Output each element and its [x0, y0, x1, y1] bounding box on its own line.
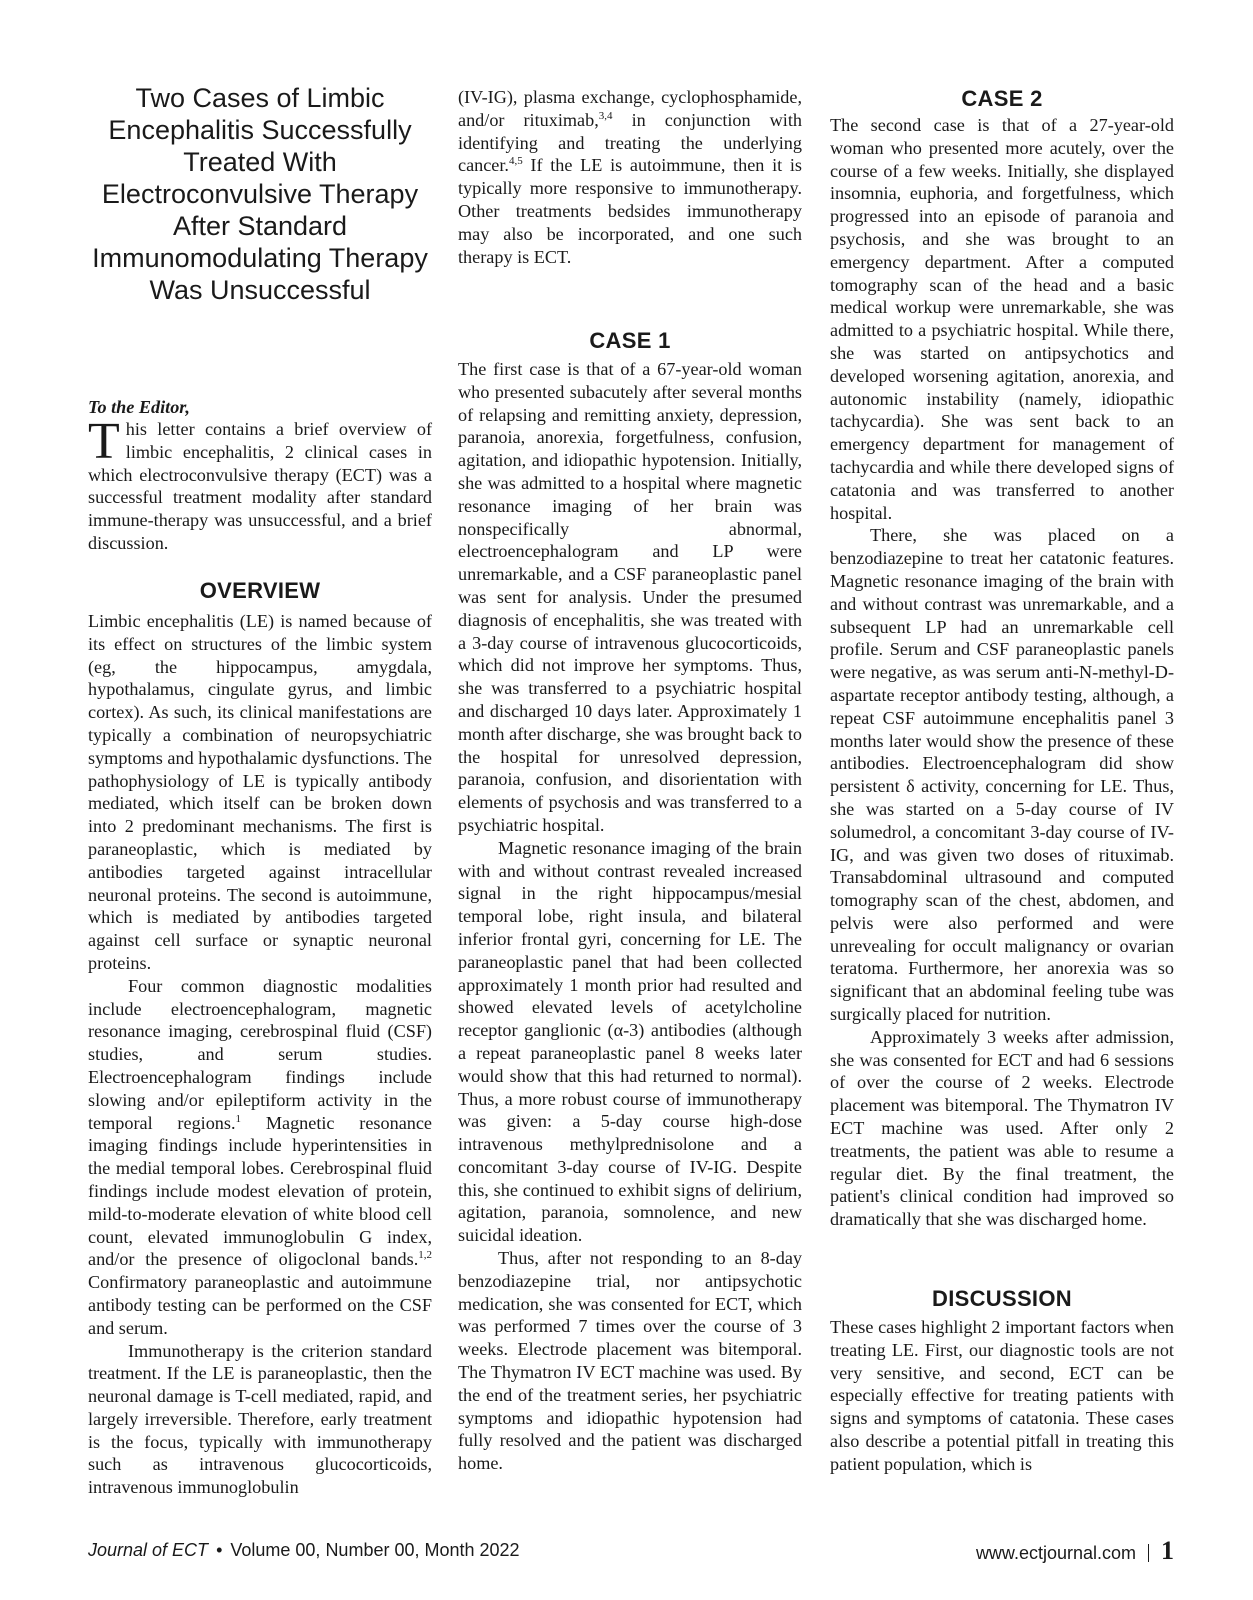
overview-paragraph-1: Limbic encephalitis (LE) is named because of its effect on structures of the limbic system (eg, the hippocampus, amygdala, hypothalamus, cingulate gyrus, and limbic cortex). As such, its clinical manifestations are typically a combination of neuropsychiatric symptoms and hypothalamic dysfunctions. The pathophysiology of LE is typically antibody mediated, which itself can be broken down into 2 predominant mechanisms. The first is paraneoplastic, which is mediated by antibodies targeted against intracellular neuronal proteins. The second is autoimmune, which is mediated by antibodies targeted against cell surface or synaptic neuronal proteins. — [88, 611, 432, 973]
overview-p2-text: Four common diagnostic modalities include electroencephalogram, magnetic resonance imaging, cerebrospinal fluid (CSF) studies, and serum studies. Electroencephalogram findings include slowing and/or epileptiform activity in the temporal regions. — [88, 975, 432, 1133]
case1-heading: CASE 1 — [589, 328, 671, 353]
citation: 4,5 — [508, 155, 523, 168]
title-line: Treated With — [183, 147, 337, 177]
overview-p3-cont-text: (IV-IG), plasma exchange, cyclophosphamide, and/or rituximab, — [458, 87, 802, 130]
overview-paragraph-2 — [88, 975, 432, 1340]
overview-body — [88, 610, 432, 1499]
title-line: Encephalitis Successfully — [108, 115, 412, 145]
case2-body — [830, 114, 1174, 1231]
discussion-heading: DISCUSSION — [932, 1286, 1072, 1311]
case1-body — [458, 358, 802, 1475]
overview-p3-cont-text: If the LE is autoimmune, then it is typically more responsive to immunotherapy. Other treatments bedsides immunotherapy may also be incorporated, and one such therapy is ECT. — [458, 155, 802, 267]
case2-paragraph-1: The second case is that of a 27-year-old woman who presented more acutely, over the course of a few weeks. Initially, she displayed insomnia, euphoria, and forgetfulness, which progressed into an episode of paranoia and psychosis, and she was brought to an emergency department. After a computed tomography scan of the head and a basic medical workup were unremarkable, she was admitted to a psychiatric hospital. While there, she was started on antipsychotics and developed worsening agitation, anorexia, and autonomic instability (namely, idiopathic tachycardia). She was sent back to an emergency department for management of tachycardia and while there developed signs of catatonia and was transferred to another hospital. — [830, 115, 1174, 523]
discussion-paragraph-1: These cases highlight 2 important factors when treating LE. First, our diagnostic tools are not very sensitive, and second, ECT can be especially effective for treating patients with signs and symptoms of catatonia. These cases also describe a potential pitfall in treating this patient population, which is — [830, 1317, 1174, 1474]
case2-paragraph-2: There, she was placed on a benzodiazepine to treat her catatonic features. Magnetic resonance imaging of the brain with and without contrast was unremarkable, and a subsequent LP had an unremarkable cell profile. Serum and CSF paraneoplastic panels were negative, as was serum anti-N-methyl-D-aspartate receptor antibody testing, although, a repeat CSF autoimmune encephalitis panel 3 months later would show the presence of these antibodies. Electroencephalogram did show persistent δ activity, concerning for LE. Thus, she was started on a 5-day course of IV solumedrol, a concomitant 3-day course of IV-IG, and was given two doses of rituximab. Transabdominal ultrasound and computed tomography scan of the chest, abdomen, and pelvis were also performed and were unrevealing for occult malignancy or ovarian teratoma. Furthermore, her anorexia was so significant that an abdominal feeling tube was surgically placed for nutrition. — [830, 525, 1174, 1025]
title-line: Two Cases of Limbic — [135, 83, 385, 113]
case1-paragraph-3: Thus, after not responding to an 8-day benzodiazepine trial, nor antipsychotic medication, she was consented for ECT, which was performed 7 times over the course of 3 weeks. Electrode placement was bitemporal. The Thymatron IV ECT machine was used. By the end of the treatment series, her psychiatric symptoms and idiopathic hypotension had fully resolved and the patient was discharged home. — [458, 1248, 802, 1474]
salutation: To the Editor, — [88, 397, 190, 417]
footer-divider — [1148, 1544, 1149, 1562]
citation: 1 — [235, 1112, 242, 1125]
title-line: Immunomodulating Therapy — [92, 243, 428, 273]
overview-paragraph-3-continued — [458, 86, 802, 268]
intro-paragraph — [88, 413, 432, 555]
bullet-separator: • — [216, 1540, 223, 1560]
journal-name: Journal of ECT — [88, 1540, 209, 1560]
overview-paragraph-3: Immunotherapy is the criterion standard treatment. If the LE is paraneoplastic, then the neuronal damage is T-cell mediated, rapid, and largely irreversible. Therefore, early treatment is the focus, typically with immunotherapy such as intravenous glucocorticoids, intravenous immunoglobulin — [88, 1340, 432, 1498]
overview-p3-cont-text: in conjunction with identifying and treating the underlying cancer. — [458, 109, 802, 176]
overview-p2-text: Confirmatory paraneoplastic and autoimmune antibody testing can be performed on the CSF and serum. — [88, 1272, 432, 1338]
issue-info: Volume 00, Number 00, Month 2022 — [230, 1540, 520, 1560]
title-line: After Standard — [172, 211, 348, 241]
case2-heading: CASE 2 — [961, 86, 1043, 111]
title-line: Was Unsuccessful — [149, 275, 371, 305]
page-number: 1 — [1161, 1536, 1174, 1565]
journal-url-link[interactable]: www.ectjournal.com — [975, 1542, 1136, 1563]
overview-p2-text: Magnetic resonance imaging findings include hyperintensities in the medial temporal lobes. Cerebrospinal fluid findings include modest elevation of protein, mild-to-moderate elevation of white blood cell count, elevated immunoglobulin G index, and/or the presence of oligoclonal bands. — [88, 1112, 433, 1270]
title-line: Electroconvulsive Therapy — [101, 179, 419, 209]
case1-paragraph-2: Magnetic resonance imaging of the brain with and without contrast revealed increased signal in the right hippocampus/mesial temporal lobe, right insula, and bilateral inferior frontal gyri, concerning for LE. The paraneoplastic panel that had been collected approximately 1 month prior had resulted and showed elevated levels of acetylcholine receptor ganglionic (α-3) antibodies (although a repeat paraneoplastic panel 8 weeks later would show that this had returned to normal). Thus, a more robust course of immunotherapy was given: a 5-day course high-dose intravenous methylprednisolone and a concomitant 3-day course of IV-IG. Despite this, she continued to exhibit signs of delirium, agitation, paranoia, somnolence, and new suicidal ideation. — [458, 837, 802, 1246]
citation: 1,2 — [418, 1249, 432, 1262]
footer-citation — [88, 1540, 520, 1561]
article-title — [82, 82, 438, 306]
case2-paragraph-3: Approximately 3 weeks after admission, she was consented for ECT and had 6 sessions of over the course of 2 weeks. Electrode placement was bitemporal. The Thymatron IV ECT machine was used. After only 2 treatments, the patient was able to resume a regular diet. By the final treatment, the patient's clinical condition had improved so dramatically that she was discharged home. — [830, 1026, 1174, 1230]
page-footer — [88, 1536, 1174, 1566]
drop-cap: T — [88, 413, 120, 470]
footer-right — [976, 1536, 1174, 1566]
intro-text: his letter contains a brief overview of limbic encephalitis, 2 clinical cases in which electroconvulsive therapy (ECT) was a successful treatment modality after standard immune-therapy was unsuccessful, and a brief discussion. — [88, 419, 432, 553]
citation: 3,4 — [598, 109, 613, 122]
case1-paragraph-1: The first case is that of a 67-year-old woman who presented subacutely after several months of relapsing and remitting anxiety, depression, paranoia, anorexia, forgetfulness, confusion, agitation, and idiopathic hypotension. Initially, she was admitted to a hospital where magnetic resonance imaging of her brain was nonspecifically abnormal, electroencephalogram and LP were unremarkable, and a CSF paraneoplastic panel was sent for analysis. Under the presumed diagnosis of encephalitis, she was treated with a 3-day course of intravenous glucocorticoids, which did not improve her symptoms. Thus, she was transferred to a psychiatric hospital and discharged 10 days later. Approximately 1 month after discharge, she was brought back to the hospital for unresolved depression, paranoia, confusion, and disorientation with elements of psychosis and was transferred to a psychiatric hospital. — [458, 359, 802, 835]
overview-heading: OVERVIEW — [199, 578, 321, 603]
